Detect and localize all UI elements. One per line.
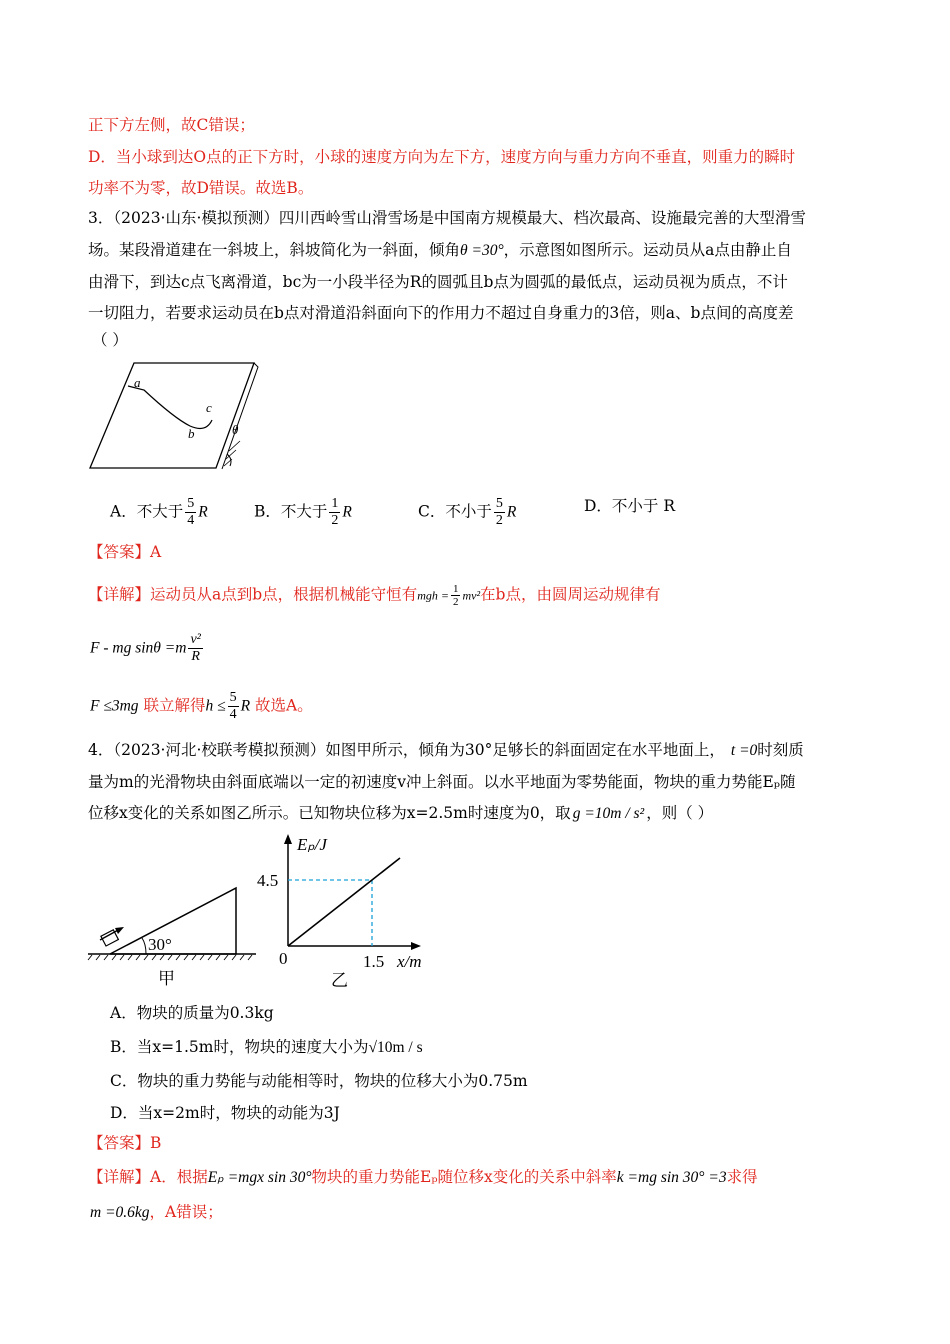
question-3-line: 一切阻力，若要求运动员在b点对滑道沿斜面向下的作用力不超过自身重力的3倍，则a、b点间的高度差 (88, 304, 794, 322)
question-3-blank: （ ） (92, 331, 128, 349)
option-text: B．不大于 (254, 502, 328, 521)
fraction (329, 496, 340, 529)
text: 位移x变化的关系如图乙所示。已知物块位移为x=2.5m时速度为0，取 (88, 804, 571, 822)
ground-hatching (88, 955, 252, 960)
fraction (228, 690, 239, 723)
fraction (494, 496, 505, 529)
denominator: 4 (187, 513, 195, 528)
detail-line (90, 1202, 223, 1223)
equation-line (90, 632, 205, 665)
text: 时刻质 (757, 741, 804, 759)
question-3-line: 由滑下，到达c点飞离滑道，bc为一小段半径为R的圆弧且b点为圆弧的最低点，运动员视为质点，不计 (88, 273, 788, 291)
label-a: a (134, 375, 141, 390)
question-4-line: 量为m的光滑物块由斜面底端以一定的初速度v冲上斜面。以水平地面为零势能面，物块的重力势能Eₚ随 (88, 773, 796, 791)
numerator: 5 (495, 496, 503, 511)
incline-plane (90, 363, 254, 468)
question-3-line: 3．（2023·山东·模拟预测）四川西岭雪山滑雪场是中国南方规模最大、档次最高、设施最完善的大型滑雪 (88, 209, 806, 227)
origin-label: 0 (279, 949, 288, 968)
variable: R (506, 503, 517, 521)
caption-yi: 乙 (331, 971, 348, 990)
angle-label: 30° (148, 935, 172, 954)
equation: F ≤3mg (90, 697, 139, 715)
text: 故选A。 (255, 696, 313, 715)
label-c: c (206, 400, 212, 415)
denominator: 2 (452, 596, 459, 608)
equation: Eₚ =mgx sin 30° (207, 1169, 312, 1186)
equation: m =0.6kg (90, 1204, 150, 1221)
y-tick-label: 4.5 (257, 871, 279, 890)
denominator: 2 (495, 513, 503, 528)
option-d: D．不小于 R (584, 497, 676, 515)
denominator: R (191, 649, 200, 664)
option-d: D．当x=2m时，物块的动能为3J (110, 1104, 340, 1122)
text: 4．（2023·河北·校联考模拟预测）如图甲所示，倾角为30°足够长的斜面固定在水平地面上， (88, 741, 725, 759)
question-3-line (88, 240, 792, 261)
option-b (254, 496, 352, 529)
text-line: D．当小球到达O点的正下方时，小球的速度方向为左下方，速度方向与重力方向不垂直，则重力的瞬时 (88, 148, 796, 166)
equation: t =0 (730, 742, 758, 759)
option-c: C．物块的重力势能与动能相等时，物块的位移大小为0.75m (110, 1072, 528, 1090)
variable: R (198, 503, 208, 521)
detail-tag: 【详解】 (88, 585, 151, 604)
equation: √10m / s (368, 1039, 423, 1056)
figure-jia (86, 880, 266, 992)
incline-edge (222, 363, 258, 469)
equation: θ =30° (460, 242, 504, 259)
text: ，则（ ） (646, 804, 714, 822)
detail-tag: 【详解】 (88, 1168, 151, 1186)
text: 运动员从a点到b点，根据机械能守恒有 (150, 585, 418, 604)
figure-yi (255, 832, 445, 992)
variable: R (240, 697, 251, 715)
numerator: 1 (331, 496, 339, 511)
detail-line (88, 583, 660, 608)
option-a (110, 496, 208, 529)
ep-line (288, 858, 400, 946)
angle-arc (142, 938, 146, 954)
question-4-line (88, 740, 804, 761)
option-a: A．物块的质量为0.3kg (110, 1004, 274, 1022)
fraction (185, 496, 196, 529)
text: 联立解得 (143, 696, 206, 715)
fraction (451, 583, 461, 608)
option-text: B．当x=1.5m时，物块的速度大小为 (110, 1038, 369, 1056)
variable: R (342, 503, 352, 521)
caption-jia: 甲 (158, 969, 175, 988)
numerator: 5 (229, 690, 237, 705)
equation: mgh = (417, 588, 449, 603)
option-text: C．不小于 (418, 502, 492, 521)
equation: F - mg sinθ =m (90, 639, 187, 657)
ski-track (128, 386, 212, 428)
text-line: 功率不为零，故D错误。故选B。 (88, 179, 314, 197)
denominator: 2 (331, 513, 339, 528)
text: 在b点，由圆周运动规律有 (480, 585, 661, 604)
detail-line (88, 1167, 758, 1188)
equation: g =10m / s² (572, 805, 645, 822)
numerator: 5 (187, 496, 195, 511)
equation: k =mg sin 30° =3 (616, 1169, 727, 1186)
fraction (188, 632, 202, 665)
numerator: 1 (452, 583, 459, 595)
option-c (418, 496, 516, 529)
x-axis-arrow (411, 942, 421, 950)
slope-figure (86, 358, 276, 476)
x-tick-label: 1.5 (363, 952, 385, 971)
text: A．根据 (150, 1168, 208, 1186)
incline-triangle (110, 888, 236, 954)
text: ，A错误； (149, 1203, 223, 1221)
question-4-line (88, 803, 713, 824)
equation: h ≤ (205, 697, 226, 715)
equation-line (90, 690, 313, 723)
denominator: 4 (229, 707, 237, 722)
label-b: b (188, 426, 195, 441)
text: 求得 (726, 1168, 758, 1186)
text-line: 正下方左侧，故C错误； (88, 116, 255, 134)
y-axis-label: Eₚ/J (297, 835, 327, 854)
equation: mv² (462, 588, 481, 603)
arrow-head (115, 927, 124, 934)
text: ，示意图如图所示。运动员从a点由静止自 (503, 241, 792, 259)
answer: 【答案】A (88, 543, 162, 561)
label-theta: θ (232, 422, 239, 437)
hatch (229, 441, 240, 451)
numerator: v² (190, 632, 201, 647)
text: 场。某段滑道建在一斜坡上，斜坡简化为一斜面，倾角 (88, 241, 461, 259)
option-text: A．不大于 (110, 502, 184, 521)
answer: 【答案】B (88, 1134, 162, 1152)
y-axis-arrow (284, 834, 292, 844)
text: 物块的重力势能Eₚ随位移x变化的关系中斜率 (311, 1168, 617, 1186)
option-b (110, 1037, 423, 1058)
x-axis-label: x/m (397, 952, 422, 971)
